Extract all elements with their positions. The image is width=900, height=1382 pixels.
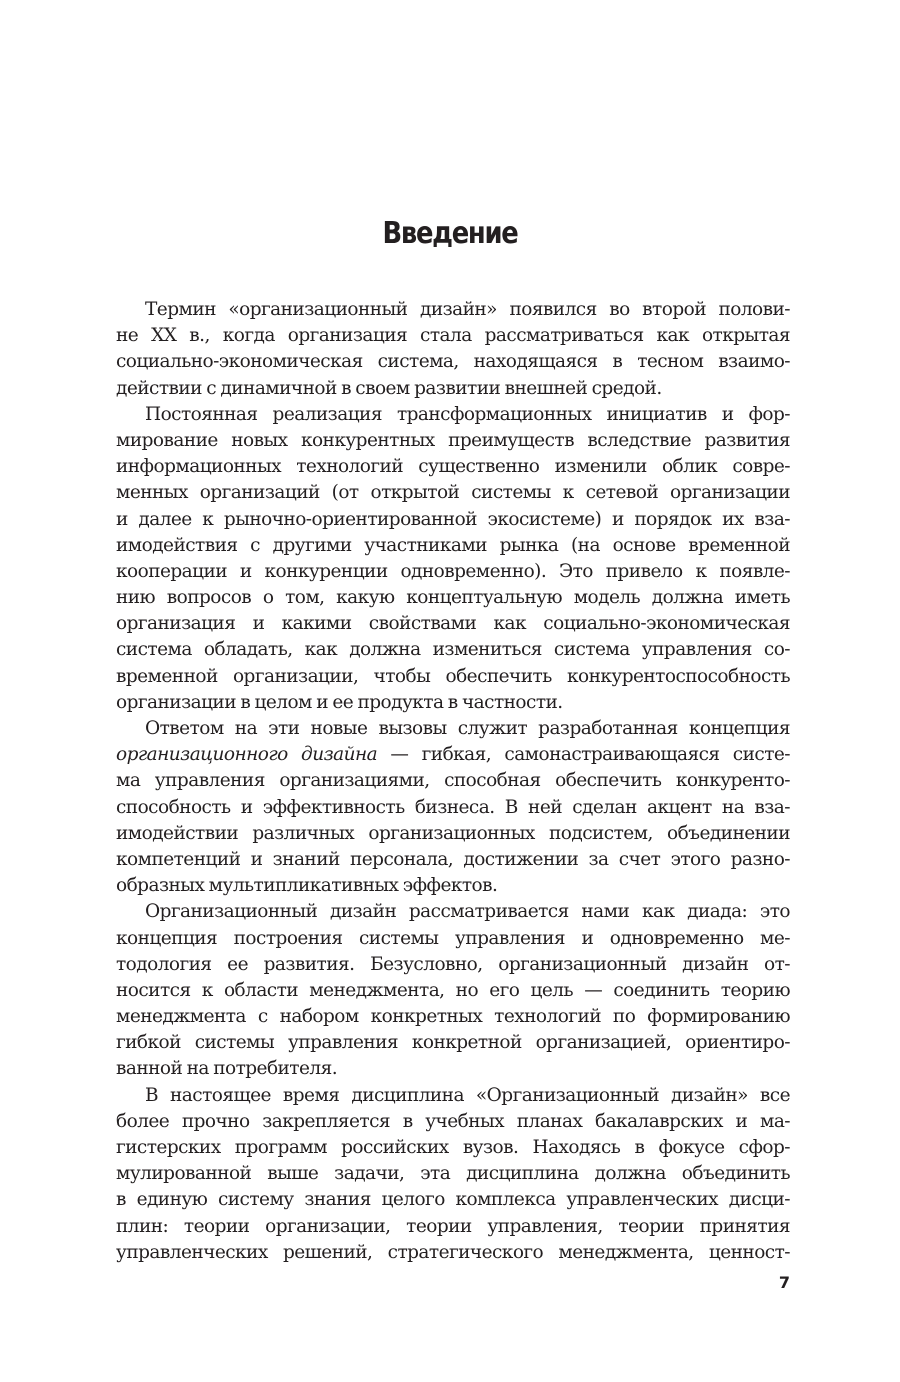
paragraph-1 <box>116 297 790 402</box>
text-line: управленческих решений, стратегического менеджмента, ценност- <box>116 1241 790 1263</box>
text-line: ванной на потребителя. <box>116 1058 338 1080</box>
body-text <box>116 297 790 1266</box>
text-line: мулированной выше задачи, эта дисциплина должна объединить <box>116 1163 790 1185</box>
text-line: носится к области менеджмента, но его цель — соединить теорию <box>116 979 790 1001</box>
page-title: Введение <box>382 216 518 251</box>
text-line: информационных технологий существенно изменили облик совре- <box>116 456 790 478</box>
text-line: имодействия с другими участниками рынка (на основе временной <box>116 534 790 556</box>
text-line: организация и какими свойствами как социально-экономическая <box>116 613 790 635</box>
text-line: способность и эффективность бизнеса. В ней сделан акцент на вза- <box>116 796 790 818</box>
text-line-with-term <box>116 742 790 768</box>
text-line: Ответом на эти новые вызовы служит разработанная концепция <box>145 718 790 739</box>
text-line: В настоящее время дисциплина «Организационный дизайн» все <box>145 1084 790 1106</box>
text-line: менеджмента с набором конкретных технологий по формированию <box>116 1006 790 1028</box>
text-line: Постоянная реализация трансформационных инициатив и фор- <box>145 403 790 425</box>
text-line: образных мультипликативных эффектов. <box>116 875 498 897</box>
text-line: мирование новых конкурентных преимуществ вследствие развития <box>116 429 790 451</box>
text-line: концепция построения системы управления и одновременно ме- <box>116 927 790 949</box>
em-dash: — <box>377 744 422 766</box>
paragraph-5 <box>116 1083 790 1266</box>
paragraph-4 <box>116 899 790 1082</box>
text-line: организации в целом и ее продукта в частности. <box>116 691 563 713</box>
text-line: гистерских программ российских вузов. Находясь в фокусе сфор- <box>116 1137 790 1158</box>
text-line: система обладать, как должна измениться система управления со- <box>116 639 790 661</box>
text-line: не XX в., когда организация стала рассматриваться как открытая <box>116 325 790 347</box>
text-line: тодология ее развития. Безусловно, организационный дизайн от- <box>116 953 790 975</box>
text-line: ма управления организациями, способная обеспечить конкуренто- <box>116 770 790 792</box>
italic-term: организационного дизайна <box>116 744 378 766</box>
text-line: и далее к рыночно-ориентированной экосистеме) и порядок их вза- <box>116 508 790 530</box>
text-line: плин: теории организации, теории управления, теории принятия <box>116 1215 790 1237</box>
text-line: менных организаций (от открытой системы к сетевой организации <box>116 482 790 504</box>
text-line: нию вопросов о том, какую концептуальную модель должна иметь <box>116 587 790 609</box>
paragraph-2 <box>116 402 790 716</box>
text-line: более прочно закрепляется в учебных планах бакалаврских и ма- <box>116 1110 790 1132</box>
text-line: Термин «организационный дизайн» появился во второй полови- <box>145 299 790 320</box>
text-line: кооперации и конкуренции одновременно). Это привело к появле- <box>116 560 790 582</box>
text-line: гибкой системы управления конкретной организацией, ориентиро- <box>116 1032 790 1054</box>
text-line: компетенций и знаний персонала, достижении за счет этого разно- <box>116 848 790 870</box>
page-number: 7 <box>778 1273 790 1292</box>
text-line: временной организации, чтобы обеспечить конкурентоспособность <box>116 665 790 687</box>
paragraph-3 <box>116 716 790 899</box>
text-line: в единую систему знания целого комплекса управленческих дисци- <box>116 1189 790 1211</box>
text-line: имодействии различных организационных подсистем, объединении <box>116 822 790 844</box>
text-line: действии с динамичной в своем развитии внешней средой. <box>116 377 662 399</box>
text-fragment: гибкая, самонастраивающаяся систе- <box>421 744 790 766</box>
text-line: Организационный дизайн рассматривается нами как диада: это <box>145 901 790 923</box>
text-line: социально-экономическая система, находящаяся в тесном взаимо- <box>116 351 790 373</box>
